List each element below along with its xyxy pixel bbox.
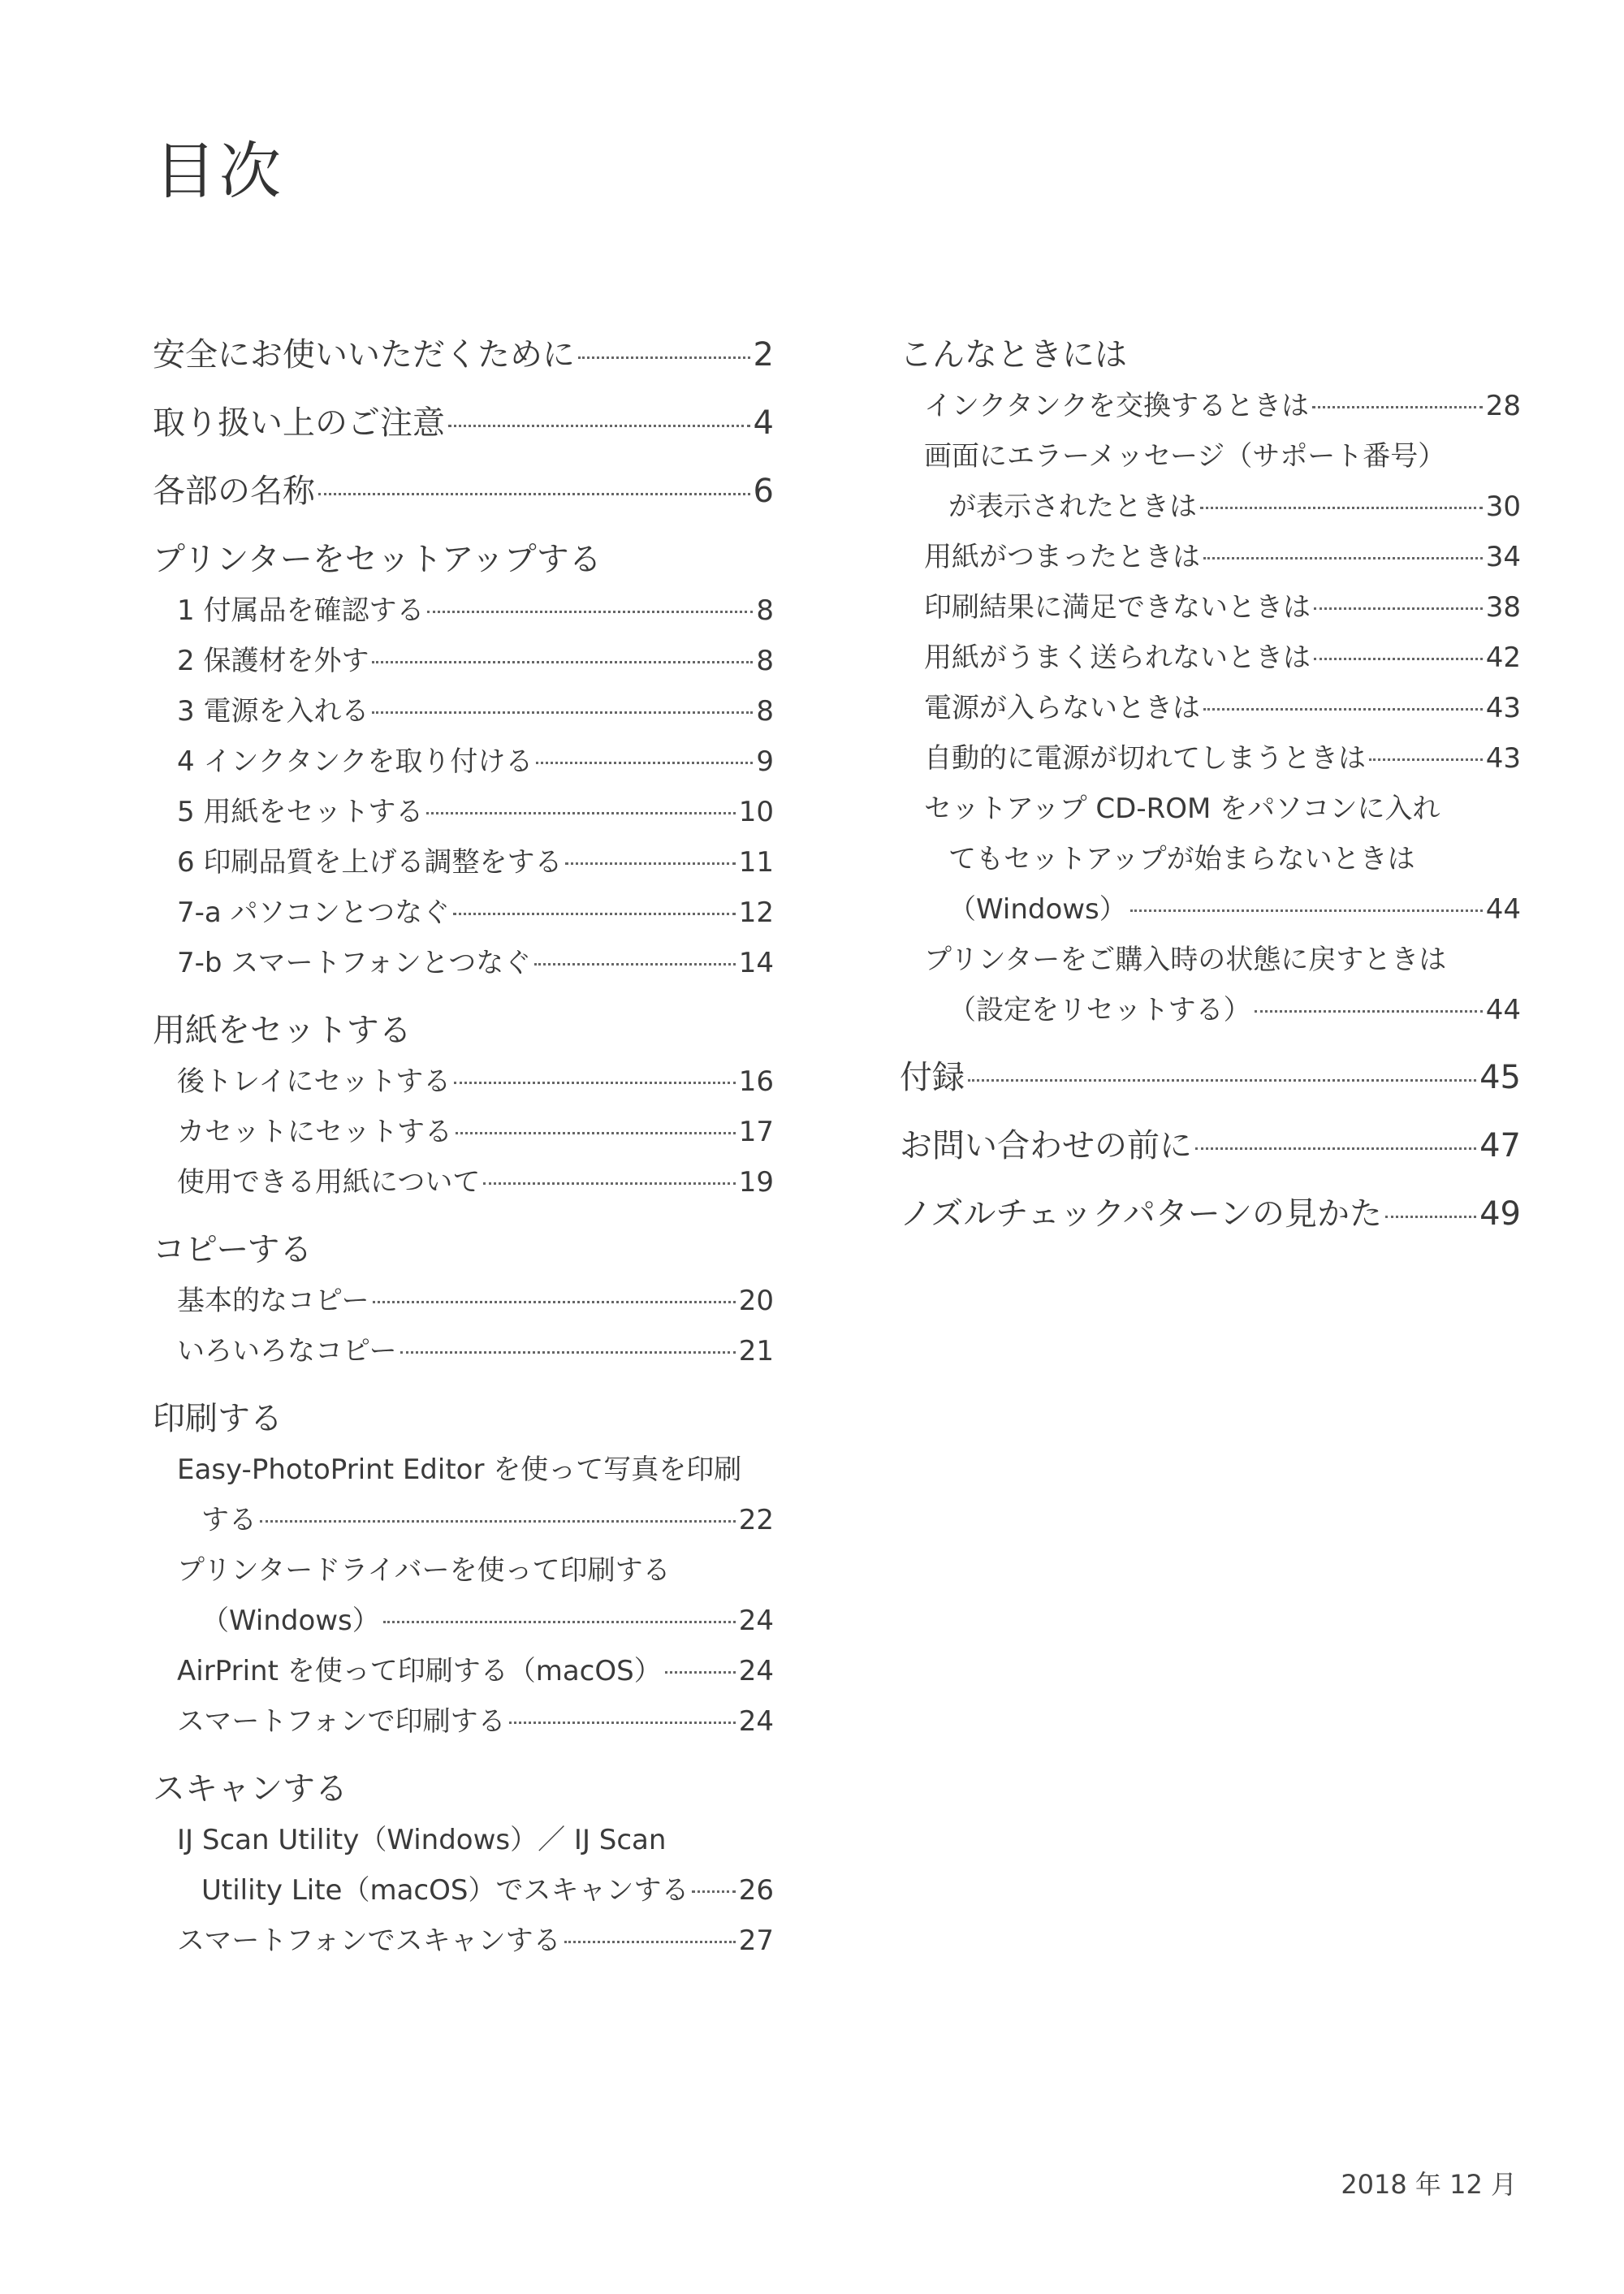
toc-subentry-label: （設定をリセットする）	[948, 994, 1251, 1026]
toc-subentry-line[interactable]: 画面にエラーメッセージ（サポート番号）	[924, 440, 1446, 473]
toc-subentry-label: 用紙がうまく送られないときは	[924, 642, 1311, 674]
dot-leader	[534, 963, 736, 966]
page-number: 43	[1485, 742, 1521, 775]
toc-subentry[interactable]	[153, 1495, 774, 1545]
page-number: 20	[738, 1285, 774, 1317]
page-number: 24	[738, 1605, 774, 1637]
section-heading[interactable]: こんなときには	[900, 336, 1127, 374]
page-number: 28	[1485, 390, 1521, 422]
section-heading[interactable]: 用紙をセットする	[153, 1012, 412, 1049]
toc-subentry-label: する	[201, 1504, 257, 1536]
toc-subentry[interactable]	[153, 636, 774, 686]
page-number: 34	[1485, 541, 1521, 573]
toc-subentry[interactable]	[153, 837, 774, 888]
toc-subentry-label: 3 電源を入れる	[177, 695, 369, 728]
page-number: 21	[738, 1335, 774, 1367]
toc-left-column	[153, 329, 774, 1982]
toc-subentry[interactable]	[153, 888, 774, 938]
toc-section-setup	[153, 534, 774, 988]
toc-subentry[interactable]	[153, 1326, 774, 1376]
page-number: 8	[756, 695, 774, 728]
dot-leader	[1369, 758, 1483, 761]
page-number: 27	[738, 1925, 774, 1957]
dot-leader	[453, 913, 736, 915]
toc-subentry-label: （Windows）	[948, 893, 1127, 926]
dot-leader	[1203, 708, 1483, 711]
toc-subentry-label: 後トレイにセットする	[177, 1065, 451, 1098]
toc-subentry[interactable]	[153, 686, 774, 737]
toc-entry-handling[interactable]	[153, 397, 774, 449]
dot-leader	[260, 1520, 736, 1523]
dot-leader	[1312, 406, 1483, 408]
toc-entry-label: 取り扱い上のご注意	[153, 404, 445, 442]
toc-right-column	[900, 329, 1521, 1256]
page-number: 8	[756, 594, 774, 627]
toc-subentry[interactable]	[900, 381, 1521, 431]
toc-subentry-line[interactable]: プリンタードライバーを使って印刷する	[177, 1554, 671, 1587]
toc-subentry[interactable]	[900, 884, 1521, 935]
dot-leader	[564, 1941, 736, 1943]
toc-subentry[interactable]	[153, 585, 774, 636]
dot-leader	[426, 812, 735, 814]
toc-entry-label: 各部の名称	[153, 473, 315, 510]
page-number: 45	[1479, 1059, 1521, 1096]
toc-section-troubleshooting	[900, 329, 1521, 1035]
toc-entry-label: 付録	[900, 1059, 965, 1096]
page-number: 30	[1485, 490, 1521, 523]
dot-leader	[400, 1351, 736, 1354]
toc-subentry[interactable]	[153, 1696, 774, 1747]
toc-subentry[interactable]	[900, 985, 1521, 1035]
toc-entry-nozzle-check[interactable]	[900, 1188, 1521, 1240]
dot-leader	[1385, 1216, 1476, 1218]
toc-subentry[interactable]	[153, 1056, 774, 1107]
dot-leader	[383, 1621, 736, 1623]
toc-subentry-label: 基本的なコピー	[177, 1285, 369, 1317]
page-number: 42	[1485, 642, 1521, 674]
page-number: 14	[738, 947, 774, 979]
page-number: 26	[738, 1874, 774, 1907]
toc-subentry-label: いろいろなコピー	[177, 1335, 397, 1367]
toc-subentry-label: 4 インクタンクを取り付ける	[177, 745, 533, 778]
dot-leader	[318, 493, 750, 495]
page-number: 16	[738, 1065, 774, 1098]
page-number: 8	[756, 645, 774, 677]
toc-subentry[interactable]	[153, 1916, 774, 1966]
toc-subentry[interactable]	[153, 1107, 774, 1157]
toc-subentry-label: AirPrint を使って印刷する（macOS）	[177, 1655, 662, 1687]
dot-leader	[578, 356, 750, 359]
section-heading[interactable]: 印刷する	[153, 1400, 283, 1437]
toc-subentry[interactable]	[153, 1596, 774, 1646]
toc-subentry[interactable]	[153, 1646, 774, 1696]
dot-leader	[692, 1890, 735, 1893]
dot-leader	[427, 611, 753, 613]
toc-subentry-label: 用紙がつまったときは	[924, 541, 1200, 573]
page-number: 44	[1485, 994, 1521, 1026]
toc-subentry[interactable]	[900, 733, 1521, 784]
toc-subentry-label: 電源が入らないときは	[924, 692, 1200, 724]
toc-subentry[interactable]	[900, 633, 1521, 683]
dot-leader	[968, 1079, 1476, 1082]
page-number: 19	[738, 1166, 774, 1199]
toc-subentry-line[interactable]: セットアップ CD-ROM をパソコンに入れ	[924, 793, 1440, 825]
publication-date: 2018 年 12 月	[1341, 2169, 1517, 2200]
toc-subentry-label: 6 印刷品質を上げる調整をする	[177, 846, 563, 879]
dot-leader	[1195, 1147, 1476, 1150]
toc-subentry-label: 使用できる用紙について	[177, 1166, 481, 1199]
toc-subentry-label: 7-b スマートフォンとつなぐ	[177, 947, 532, 979]
toc-subentry-label: カセットにセットする	[177, 1116, 452, 1148]
dot-leader	[1255, 1010, 1483, 1013]
page-number: 12	[738, 896, 774, 929]
toc-subentry-label: スマートフォンでスキャンする	[177, 1925, 561, 1957]
toc-subentry[interactable]	[153, 938, 774, 988]
dot-leader	[448, 425, 750, 427]
dot-leader	[1200, 507, 1483, 509]
toc-entry-appendix[interactable]	[900, 1052, 1521, 1104]
toc-section-paper	[153, 1004, 774, 1207]
toc-entry-parts[interactable]	[153, 465, 774, 517]
toc-subentry[interactable]	[153, 787, 774, 837]
dot-leader	[1203, 557, 1483, 559]
dot-leader	[373, 1301, 736, 1303]
dot-leader	[1314, 658, 1483, 660]
toc-subentry-label: 2 保護材を外す	[177, 645, 369, 677]
dot-leader	[372, 711, 753, 714]
toc-subentry-label: 自動的に電源が切れてしまうときは	[924, 742, 1366, 775]
page-number: 9	[756, 745, 774, 778]
page-number: 4	[753, 404, 774, 442]
dot-leader	[509, 1722, 736, 1724]
page-number: 17	[738, 1116, 774, 1148]
toc-subentry[interactable]	[153, 1276, 774, 1326]
dot-leader	[372, 661, 753, 663]
toc-subentry[interactable]	[900, 582, 1521, 633]
page-number: 11	[738, 846, 774, 879]
toc-subentry-label: 印刷結果に満足できないときは	[924, 591, 1311, 624]
page-number: 38	[1485, 591, 1521, 624]
page-title: 目次	[154, 135, 284, 207]
toc-subentry[interactable]	[900, 482, 1521, 532]
page-number: 43	[1485, 692, 1521, 724]
page-number: 2	[753, 336, 774, 374]
toc-entry-label: ノズルチェックパターンの見かた	[900, 1195, 1382, 1233]
toc-subentry-line[interactable]: IJ Scan Utility（Windows）／ IJ Scan	[177, 1824, 667, 1856]
dot-leader	[536, 762, 753, 764]
dot-leader	[483, 1182, 735, 1185]
dot-leader	[665, 1671, 736, 1674]
page-number: 24	[738, 1655, 774, 1687]
toc-subentry-label: （Windows）	[201, 1605, 380, 1637]
page-number: 6	[753, 473, 774, 510]
page-number: 24	[738, 1705, 774, 1738]
toc-subentry-label: 7-a パソコンとつなぐ	[177, 896, 451, 929]
toc-subentry[interactable]	[153, 1865, 774, 1916]
page-number: 22	[738, 1504, 774, 1536]
page-number: 10	[738, 796, 774, 828]
dot-leader	[1314, 607, 1483, 610]
toc-subentry-label: Utility Lite（macOS）でスキャンする	[201, 1874, 689, 1907]
toc-entry-before-contact[interactable]	[900, 1120, 1521, 1172]
toc-subentry-line[interactable]: Easy-PhotoPrint Editor を使って写真を印刷	[177, 1454, 742, 1486]
toc-section-copy	[153, 1224, 774, 1376]
toc-subentry-label: インクタンクを交換するときは	[924, 390, 1309, 422]
toc-subentry-line[interactable]: てもセットアップが始まらないときは	[948, 843, 1415, 875]
toc-subentry-line[interactable]: プリンターをご購入時の状態に戻すときは	[924, 944, 1447, 976]
dot-leader	[565, 862, 735, 865]
toc-subentry[interactable]	[153, 1157, 774, 1207]
toc-subentry[interactable]	[900, 532, 1521, 582]
section-heading[interactable]: スキャンする	[153, 1770, 348, 1808]
dot-leader	[456, 1132, 736, 1134]
toc-subentry[interactable]	[900, 683, 1521, 733]
section-heading[interactable]: コピーする	[153, 1231, 313, 1268]
dot-leader	[1130, 909, 1483, 912]
page-number: 47	[1479, 1127, 1521, 1164]
dot-leader	[454, 1082, 735, 1084]
section-heading[interactable]: プリンターをセットアップする	[153, 541, 602, 578]
toc-section-scan	[153, 1763, 774, 1966]
page-number: 44	[1485, 893, 1521, 926]
toc-entry-label: 安全にお使いいただくために	[153, 336, 575, 374]
toc-subentry-label: スマートフォンで印刷する	[177, 1705, 506, 1738]
toc-entry-label: お問い合わせの前に	[900, 1127, 1192, 1164]
toc-subentry-label: が表示されたときは	[948, 490, 1197, 523]
toc-subentry[interactable]	[153, 737, 774, 787]
toc-subentry-label: 1 付属品を確認する	[177, 594, 425, 627]
toc-section-print	[153, 1393, 774, 1747]
page-number: 49	[1479, 1195, 1521, 1233]
toc-subentry-label: 5 用紙をセットする	[177, 796, 424, 828]
toc-entry-safety[interactable]	[153, 329, 774, 381]
